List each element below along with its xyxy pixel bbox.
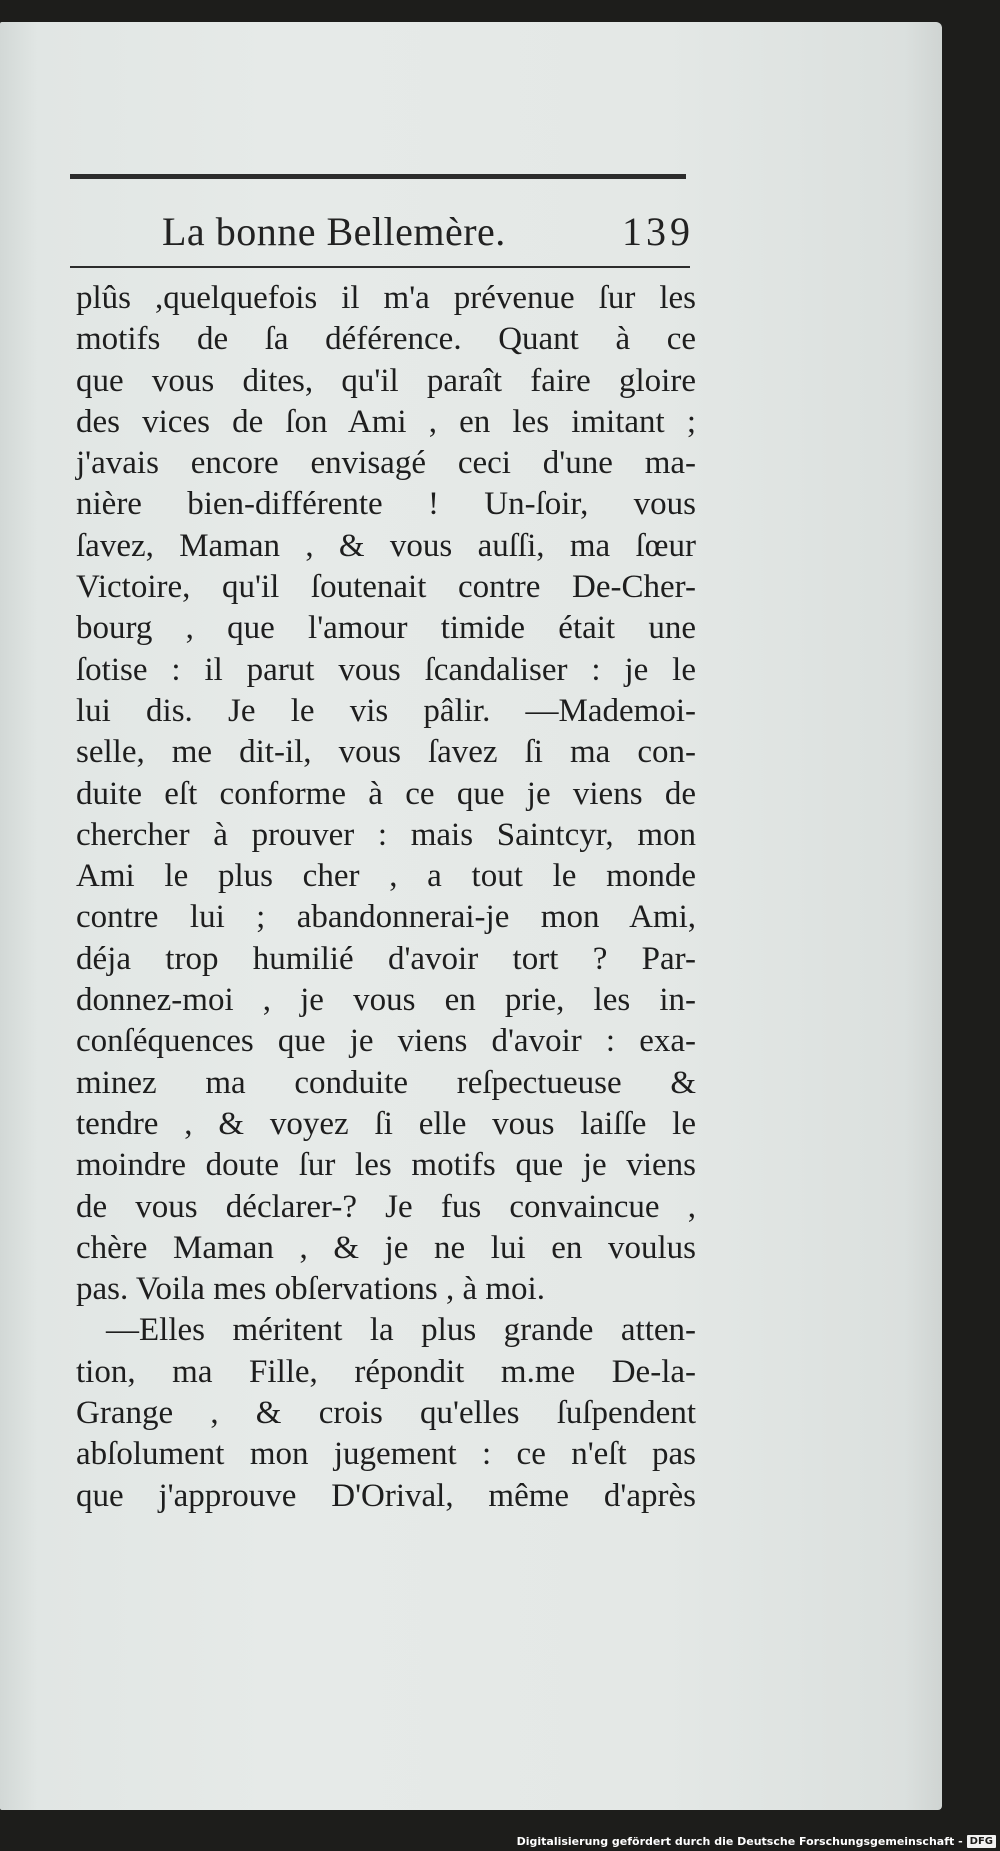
page-number: 139 (622, 209, 694, 254)
text-line: minez ma conduite reſpectueuse & (76, 1064, 696, 1101)
text-line: contre lui ; abandonnerai-je mon Ami, (76, 899, 696, 936)
running-title: La bonne Bellemère. (162, 209, 506, 254)
text-line: ſotise : il parut vous ſcandaliser : je le (76, 651, 696, 688)
text-line: donnez-moi , je vous en prie, les in- (76, 982, 696, 1019)
text-line: duite eſt conforme à ce que je viens de (76, 775, 696, 812)
text-line: nière bien-différente ! Un-ſoir, vous (76, 486, 696, 523)
text-line: tion, ma Fille, répondit m.me De-la- (76, 1353, 696, 1390)
dfg-logo: DFG (967, 1835, 996, 1848)
text-line: motifs de ſa déférence. Quant à ce (76, 321, 696, 358)
text-line: j'avais encore envisagé ceci d'une ma- (76, 445, 696, 482)
text-line: Ami le plus cher , a tout le monde (76, 858, 696, 895)
text-line: des vices de ſon Ami , en les imitant ; (76, 403, 696, 440)
book-page (0, 22, 942, 1810)
text-line: tendre , & voyez ſi elle vous laiſſe le (76, 1105, 696, 1142)
text-line: plûs ,quelquefois il m'a prévenue ſur les (76, 280, 696, 316)
text-line: Victoire, qu'il ſoutenait contre De-Cher- (76, 569, 696, 606)
text-line: déja trop humilié d'avoir tort ? Par- (76, 940, 696, 977)
text-line: lui dis. Je le vis pâlir. —Mademoi- (76, 692, 696, 729)
text-line: moindre doute ſur les motifs que je viens (76, 1147, 696, 1184)
credit-text: Digitalisierung gefördert durch die Deutsche Forschungsgemeinschaft - (516, 1835, 963, 1848)
text-line: que vous dites, qu'il paraît faire gloire (76, 362, 696, 399)
text-line: chère Maman , & je ne lui en voulus (76, 1229, 696, 1266)
text-line: conſéquences que je viens d'avoir : exa- (76, 1023, 696, 1060)
body-text (76, 278, 696, 1517)
header-bottom-rule (70, 266, 690, 268)
text-line: de vous déclarer-? Je fus convaincue , (76, 1188, 696, 1225)
text-line: chercher à prouver : mais Saintcyr, mon (76, 816, 696, 853)
text-line: bourg , que l'amour timide était une (76, 610, 696, 647)
text-line: abſolument mon jugement : ce n'eſt pas (76, 1436, 696, 1473)
text-line: pas. Voila mes obſervations , à moi. (76, 1271, 545, 1308)
header-top-rule (70, 174, 686, 179)
text-line: —Elles méritent la plus grande atten- (106, 1312, 696, 1349)
text-line: Grange , & crois qu'elles ſuſpendent (76, 1395, 696, 1432)
digitization-credit (517, 1835, 996, 1848)
text-line: ſavez, Maman , & vous auſſi, ma ſœur (76, 527, 696, 564)
text-line: selle, me dit-il, vous ſavez ſi ma con- (76, 734, 696, 771)
running-header (162, 208, 694, 262)
text-line: que j'approuve D'Orival, même d'après (76, 1477, 696, 1514)
